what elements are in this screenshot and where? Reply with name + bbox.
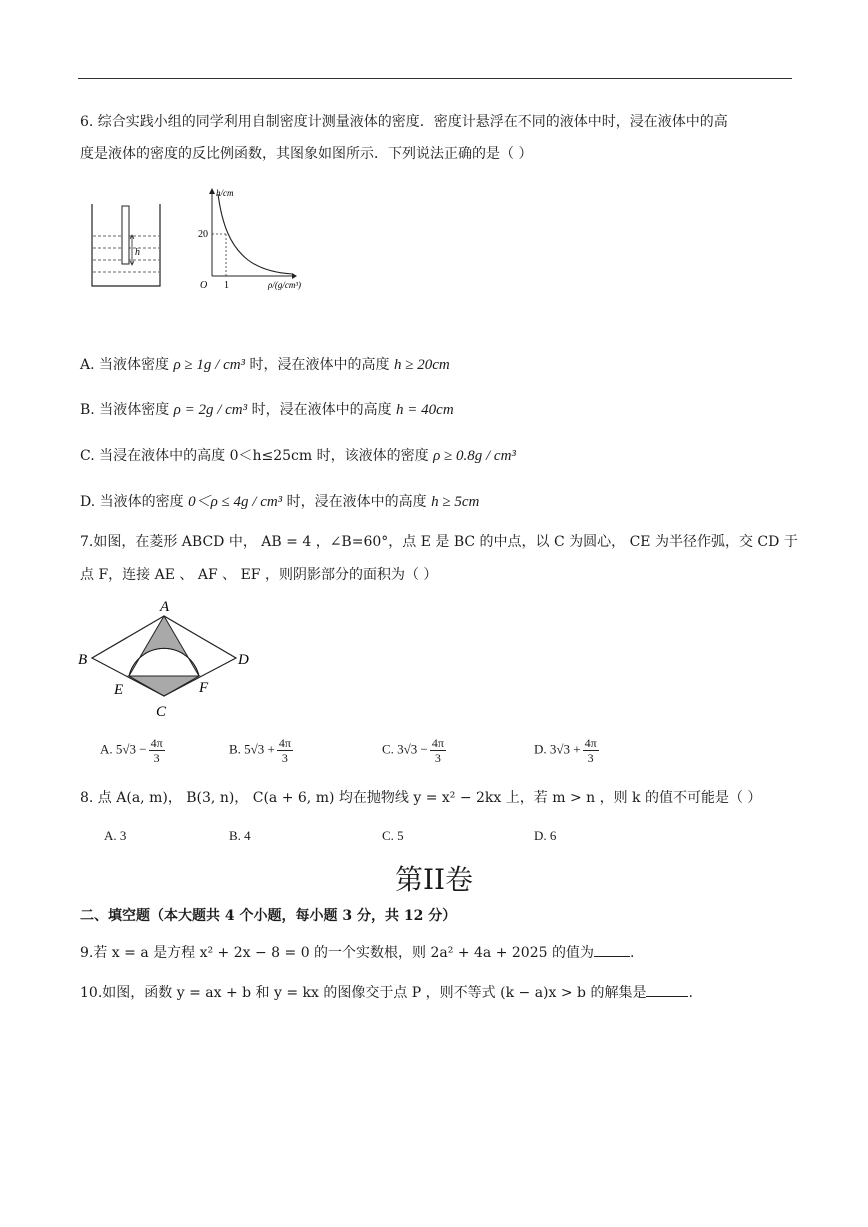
- q6-stem-line2: 度是液体的密度的反比例函数，其图象如图所示．下列说法正确的是（ ）: [80, 146, 533, 162]
- rhombus-figure: [74, 598, 258, 722]
- graph-x-axis-label: ρ/(g/cm³): [268, 280, 302, 290]
- q7-option-d-letter: D.: [534, 741, 547, 757]
- q6-option-b-pre: B. 当液体密度: [80, 402, 170, 418]
- q7-stem-line1: 7.如图，在菱形 ABCD 中， AB = 4 ，∠B=60°，点 E 是 BC 的中点，以 C 为圆心， CE 为半径作弧，交 CD 于: [80, 534, 798, 550]
- q8-option-b: B. 4: [229, 828, 251, 843]
- q7-option-a: [100, 736, 167, 765]
- q7-option-c-fraction: [430, 736, 446, 765]
- q9-stem-text: 9.若 x = a 是方程 x² + 2x − 8 = 0 的一个实数根，则 2a² + 4a + 2025 的值为: [80, 945, 594, 961]
- q7-option-c-whole: 3√3 −: [397, 741, 428, 757]
- header-rule: [78, 78, 792, 79]
- q7-option-a-den: 3: [153, 751, 160, 765]
- q7-option-d-whole: 3√3 +: [549, 741, 581, 757]
- q7-option-d-fraction: [583, 736, 599, 765]
- q7-option-b-letter: B.: [229, 741, 241, 757]
- q7-option-c-den: 3: [434, 751, 441, 765]
- q8-option-a: A. 3: [104, 828, 127, 843]
- q7-option-a-num: 4π: [150, 736, 163, 750]
- q6-option-b-post: 时，浸在液体中的高度: [251, 402, 392, 418]
- section-title: 第II卷: [394, 863, 474, 896]
- q8-option-c: C. 5: [382, 828, 404, 843]
- q6-option-d-pre: D. 当液体的密度: [80, 494, 184, 510]
- graph-tick-20: 20: [198, 229, 208, 240]
- q7-option-b-num: 4π: [278, 736, 291, 750]
- q6-option-d-end: h ≥ 5cm: [431, 494, 480, 510]
- q6-option-d-post: 时，浸在液体中的高度: [286, 494, 427, 510]
- q10-stem-end: .: [688, 985, 693, 1001]
- q6-option-a: [80, 355, 450, 375]
- q6-option-a-pre: A. 当液体密度: [80, 357, 170, 373]
- q6-option-c-math: ρ ≥ 0.8g / cm³: [433, 448, 516, 464]
- q8-option-d: D. 6: [534, 828, 557, 843]
- q7-option-c-letter: C.: [382, 741, 394, 757]
- q10-stem: [80, 982, 693, 1003]
- q10-stem-text: 10.如图，函数 y = ax + b 和 y = kx 的图像交于点 P ，则不等式 (k − a)x > b 的解集是: [80, 985, 647, 1001]
- label-f: F: [199, 680, 209, 696]
- q7-option-b-whole: 5√3 +: [244, 741, 275, 757]
- q7-option-c-num: 4π: [431, 736, 444, 750]
- inverse-graph-figure: [196, 180, 320, 296]
- q7-option-a-whole: 5√3 −: [115, 741, 147, 757]
- q7-stem-line2: 点 F，连接 AE 、 AF 、 EF ，则阴影部分的面积为（ ）: [80, 567, 438, 583]
- q7-option-b-den: 3: [281, 751, 288, 765]
- q10-answer-blank[interactable]: [646, 982, 688, 997]
- q9-answer-blank[interactable]: [594, 942, 630, 957]
- q8-stem: 8. 点 A(a, m)， B(3, n)， C(a + 6, m) 均在抛物线 y = x² − 2kx 上，若 m > n ，则 k 的值不可能是（ ）: [80, 790, 762, 806]
- q6-option-b-math: ρ = 2g / cm³: [173, 402, 248, 418]
- q9-stem: [80, 942, 634, 963]
- label-a: A: [160, 599, 170, 615]
- q7-option-d-den: 3: [587, 751, 594, 765]
- graph-origin-label: O: [200, 280, 208, 291]
- section2-heading: 二、填空题（本大题共 4 个小题，每小题 3 分，共 12 分）: [80, 908, 457, 924]
- q6-option-a-end: h ≥ 20cm: [393, 357, 450, 373]
- q6-stem-line1: 6. 综合实践小组的同学利用自制密度计测量液体的密度．密度计悬浮在不同的液体中时，浸在液体中的高: [80, 114, 728, 130]
- q6-option-a-post: 时，浸在液体中的高度: [249, 357, 390, 373]
- q9-stem-end: .: [629, 945, 635, 961]
- beaker-h-label: h: [135, 247, 140, 258]
- q7-option-b-fraction: [277, 736, 293, 765]
- q7-option-a-fraction: [149, 736, 165, 765]
- q6-option-b: [80, 400, 454, 420]
- q6-option-a-math: ρ ≥ 1g / cm³: [173, 357, 246, 373]
- q7-option-b: [229, 736, 295, 765]
- graph-tick-1: 1: [224, 280, 229, 291]
- q7-option-a-letter: A.: [100, 741, 113, 757]
- beaker-figure: [84, 196, 168, 292]
- label-b: B: [78, 652, 88, 668]
- q7-option-d-num: 4π: [584, 736, 597, 750]
- label-d: D: [238, 652, 249, 668]
- label-e: E: [114, 682, 124, 698]
- q6-option-b-end: h = 40cm: [396, 402, 454, 418]
- q6-option-c: [80, 446, 516, 466]
- q6-option-d: [80, 492, 479, 512]
- q6-option-c-pre: C. 当浸在液体中的高度 0＜h≤25cm 时，该液体的密度: [80, 448, 429, 464]
- graph-y-axis-label: h/cm: [216, 188, 234, 198]
- q7-option-c: [382, 736, 448, 765]
- label-c: C: [156, 704, 167, 720]
- q7-option-d: [534, 736, 601, 765]
- q6-option-d-math: 0＜ρ ≤ 4g / cm³: [188, 494, 283, 510]
